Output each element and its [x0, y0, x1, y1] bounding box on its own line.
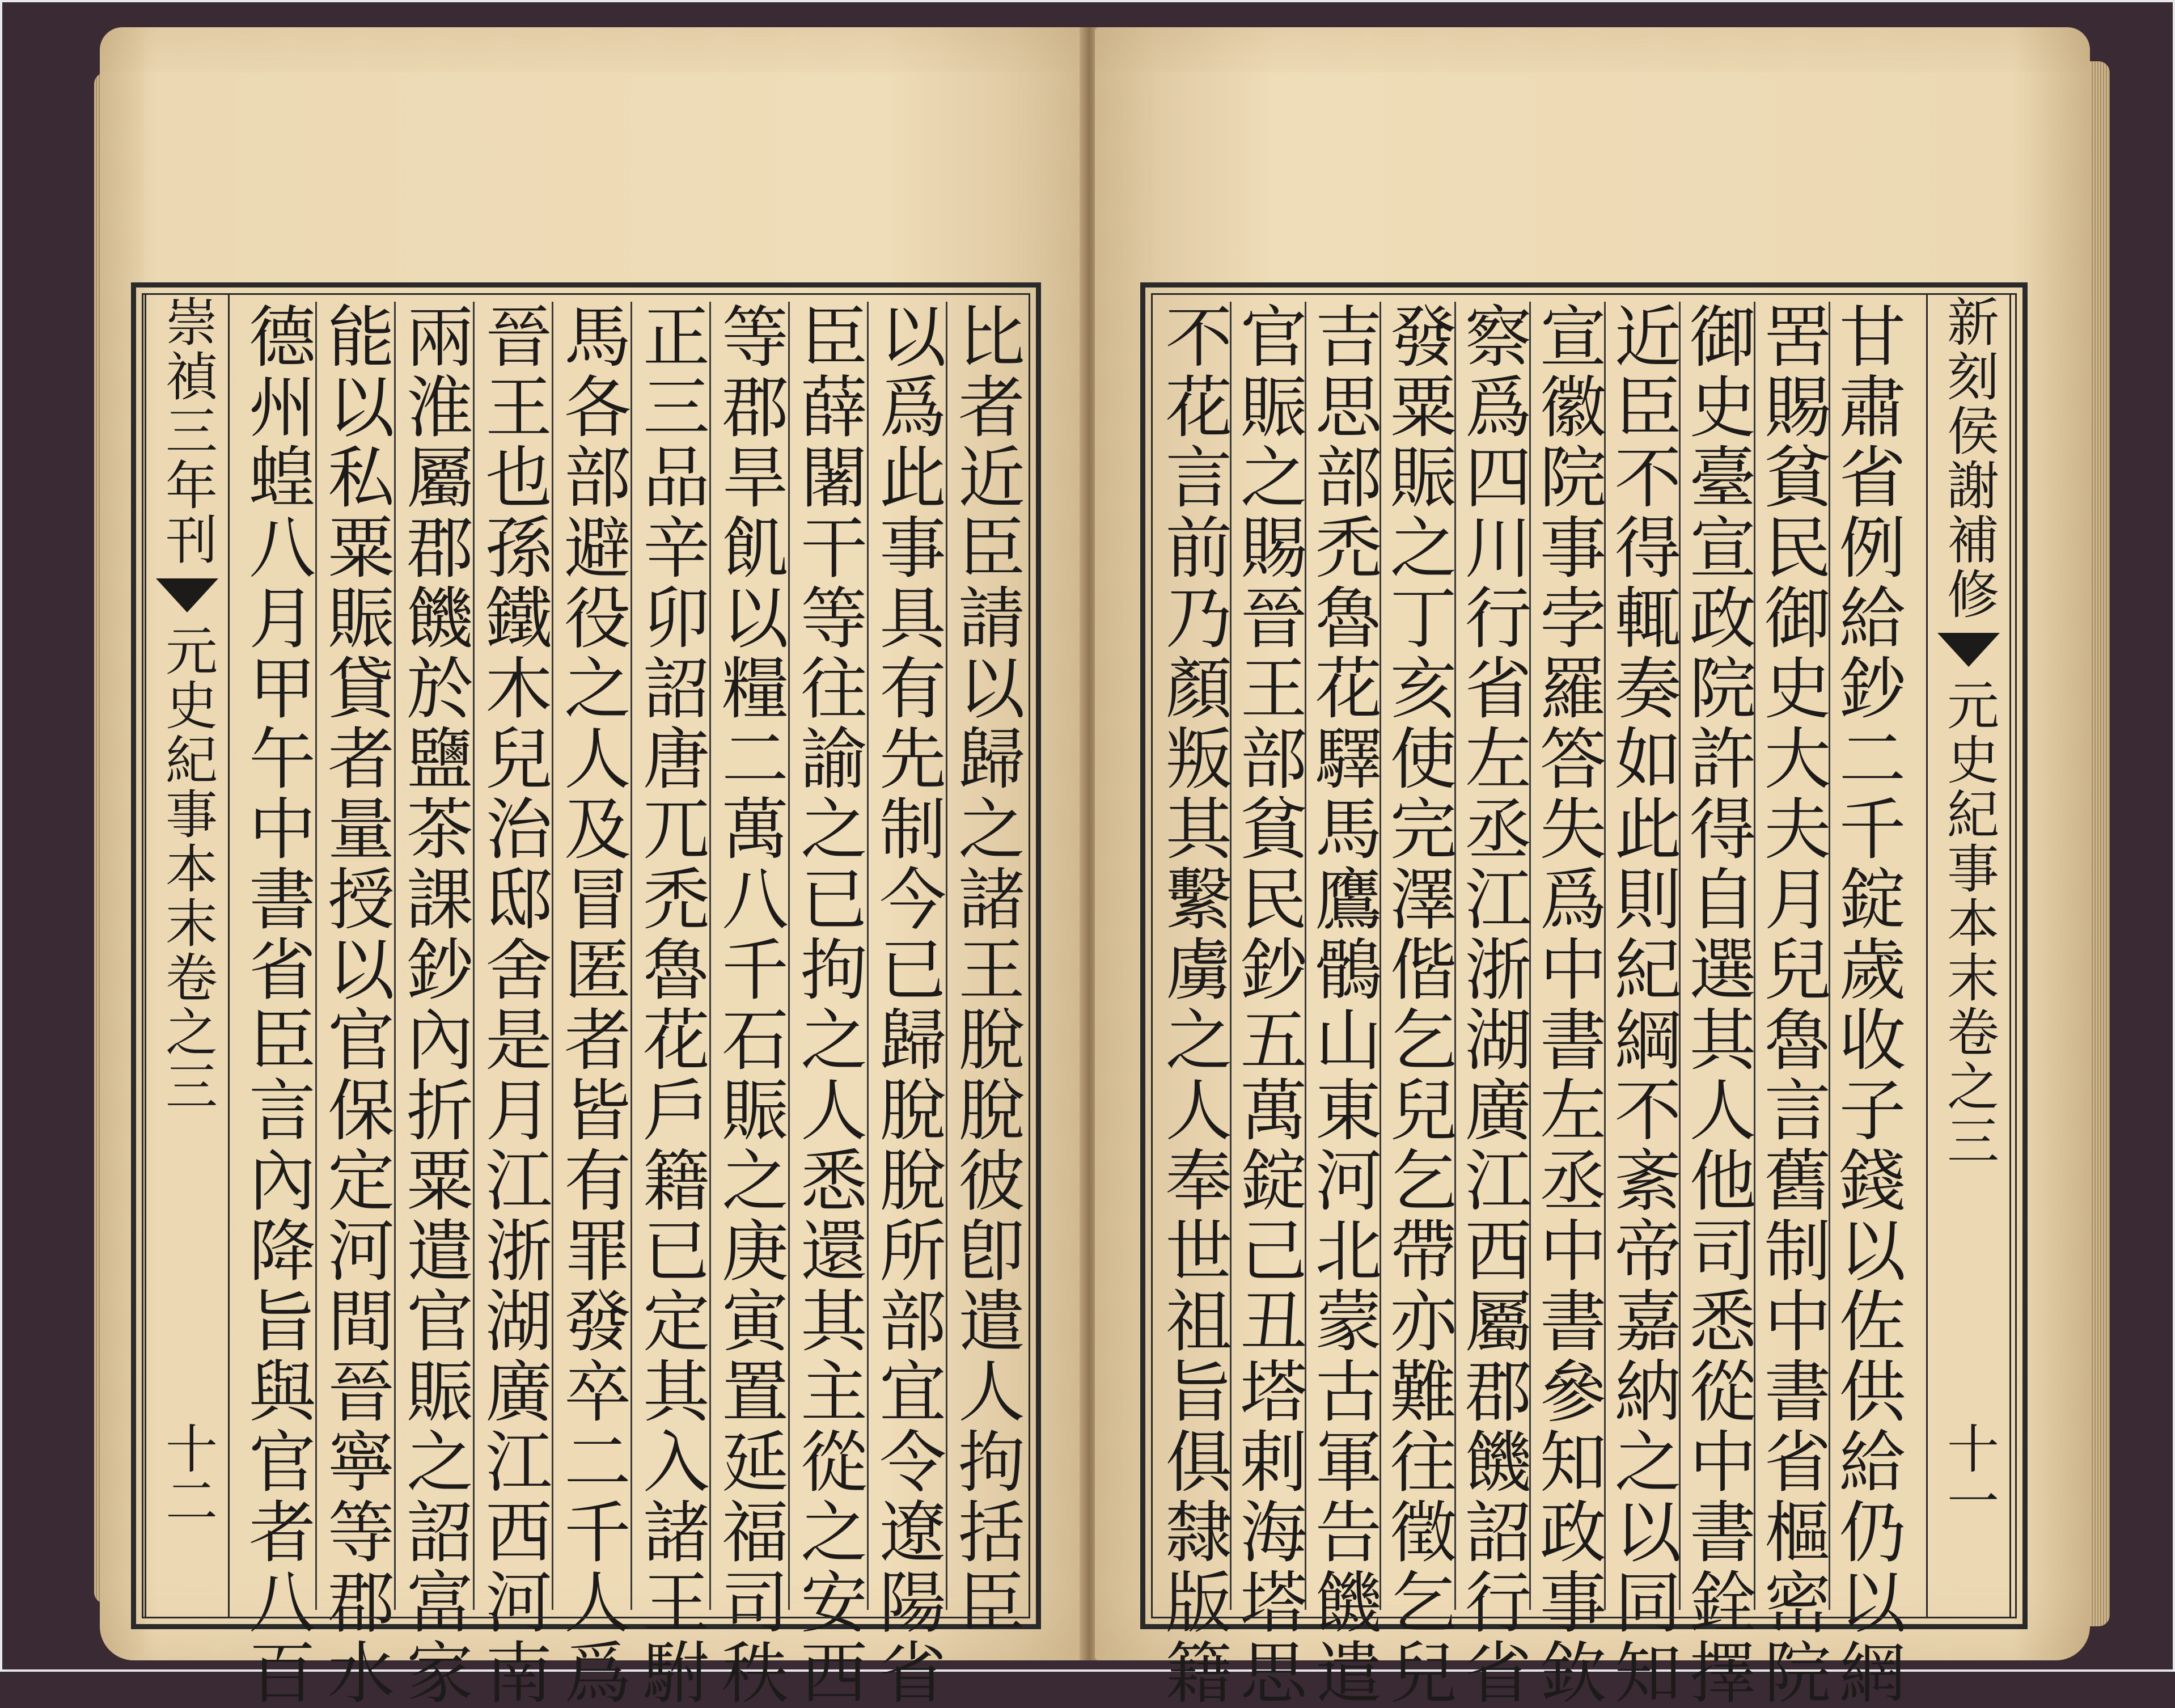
text-column: 罟賜貧民御史大夫月兒魯言舊制中書省樞密院	[1753, 302, 1831, 1708]
left-folio: 十二	[157, 1422, 218, 1526]
left-margin-banner	[145, 293, 230, 1618]
open-book	[100, 27, 2090, 1708]
text-column: 甘肅省例給鈔二千錠歲收子錢以佐供給仍以網	[1827, 302, 1906, 1708]
right-page	[1095, 27, 2090, 1708]
text-column: 能以私粟賑貸者量授以官保定河間晉寧等郡水	[316, 302, 395, 1708]
right-columns	[1154, 302, 1906, 1708]
right-banner-title: 元史紀事本末卷之三	[1939, 678, 1999, 1168]
text-column: 近臣不得輒奏如此則紀綱不紊帝嘉納之以同知	[1603, 302, 1682, 1708]
text-column: 臣薛闍干等往諭之已拘之人悉還其主從之安西	[789, 302, 868, 1708]
text-column: 吉思部禿魯花驛馬鷹鶻山東河北蒙古軍告饑遣	[1304, 302, 1382, 1708]
right-margin-banner	[1926, 293, 2011, 1618]
fish-tail-mark-icon	[156, 578, 218, 612]
text-column: 察爲四川行省左丞江浙湖廣江西屬郡饑詔行省	[1453, 302, 1532, 1708]
text-column: 兩淮屬郡饑於鹽茶課鈔內折粟遣官賑之詔富家	[395, 302, 473, 1708]
text-column: 以爲此事具有先制今已歸脫脫所部宜令遼陽省	[868, 302, 946, 1708]
left-text-block	[131, 282, 1041, 1708]
text-column: 發粟賑之丁亥使完澤偕乞兒乞帶亦難往徵乞兒	[1378, 302, 1457, 1708]
text-column: 宣徽院事孛羅答失爲中書左丞中書參知政事欽	[1528, 302, 1607, 1708]
text-column: 馬各部避役之人及冒匿者皆有罪發卒二千人爲	[553, 302, 631, 1708]
right-text-block	[1140, 282, 2028, 1708]
left-banner-top: 崇禎三年刊	[157, 295, 218, 567]
text-column: 不花言前乃顏叛其繫虜之人奉世祖旨俱隸版籍	[1154, 302, 1233, 1708]
left-banner-title: 元史紀事本末卷之三	[157, 624, 218, 1114]
fish-tail-mark-icon	[1937, 633, 2000, 667]
text-column: 官賑之賜晉王部貧民鈔五萬錠己丑塔剌海塔思	[1229, 302, 1307, 1708]
text-column: 御史臺宣政院許得自選其人他司悉從中書銓擇	[1678, 302, 1757, 1708]
text-column: 德州蝗八月甲午中書省臣言內降旨與官者八百	[238, 302, 316, 1708]
text-column: 等郡旱飢以糧二萬八千石賑之庚寅置延福司秩	[710, 302, 789, 1708]
left-columns	[238, 302, 1025, 1708]
text-column: 晉王也孫鐵木兒治邸舍是月江浙湖廣江西河南	[474, 302, 552, 1708]
right-banner-top: 新刻侯謝補修	[1939, 295, 1999, 622]
left-page	[100, 27, 1084, 1708]
right-folio: 十一	[1939, 1422, 1999, 1526]
text-column: 正三品辛卯詔唐兀禿魯花戶籍已定其入諸王駙	[632, 302, 710, 1708]
text-column: 比者近臣請以歸之諸王脫脫彼卽遣人拘括臣	[947, 302, 1025, 1638]
